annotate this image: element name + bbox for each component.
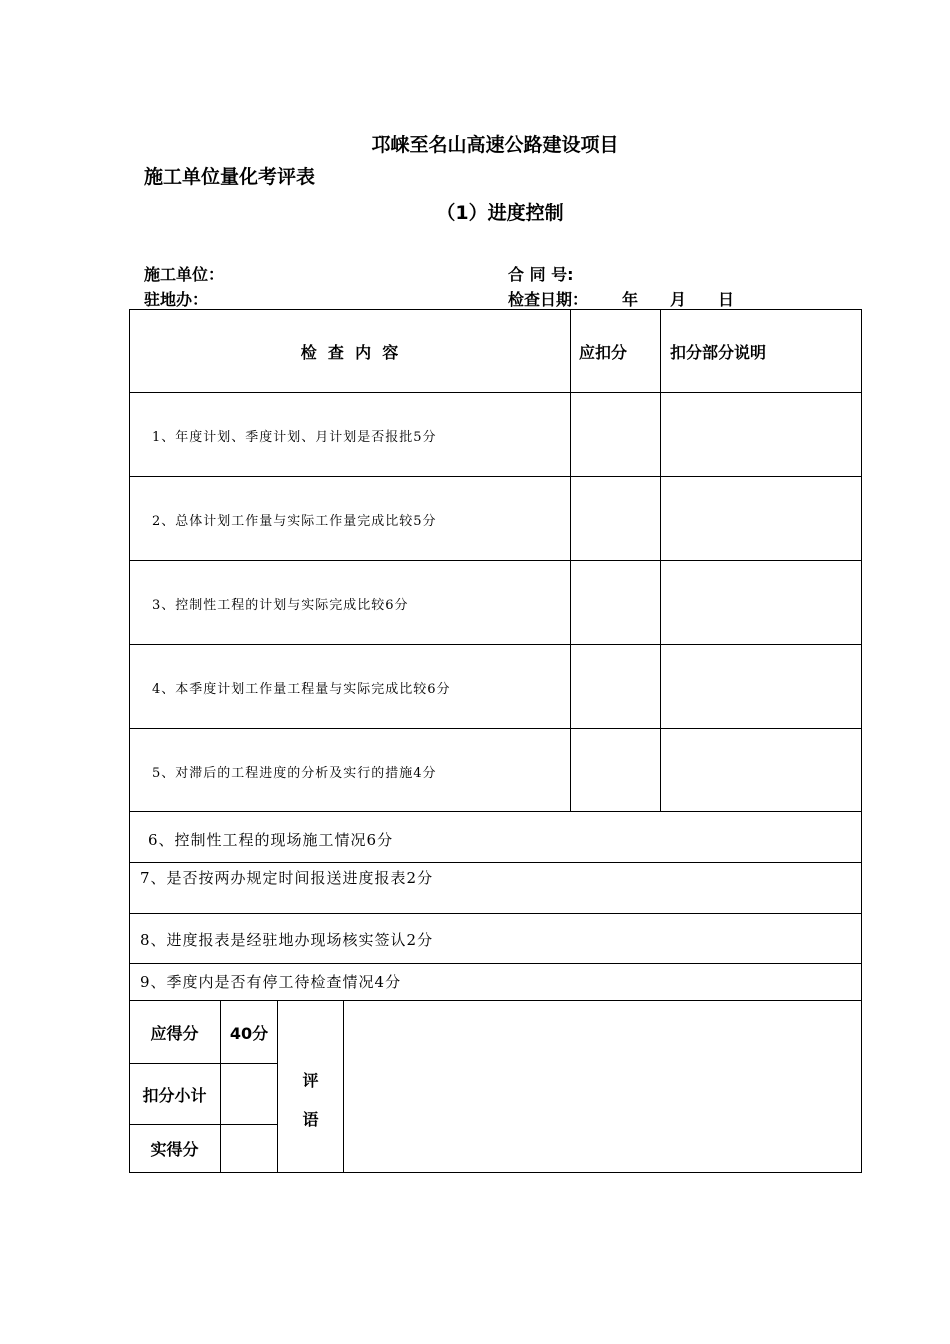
- check-item-6: 6、控制性工程的现场施工情况6分: [148, 830, 394, 849]
- date-month-label: 月: [670, 290, 687, 309]
- resident-office-label: 驻地办：: [144, 290, 209, 309]
- should-score-value: 40分: [229, 1023, 269, 1043]
- header-deduction-explanation: 扣分部分说明: [670, 342, 767, 362]
- check-item-9: 9、季度内是否有停工待检查情况4分: [140, 973, 402, 991]
- evaluation-table: [129, 309, 862, 1173]
- check-item-8: 8、进度报表是经驻地办现场核实签认2分: [140, 930, 434, 949]
- check-item-4: 4、本季度计划工作量工程量与实际完成比较6分: [152, 681, 451, 697]
- date-day-label: 日: [718, 290, 735, 309]
- comment-label-top: 评: [302, 1070, 319, 1090]
- deduction-subtotal-label: 扣分小计: [142, 1085, 207, 1105]
- form-subtitle: 施工单位量化考评表: [144, 166, 316, 188]
- document-title: 邛崃至名山高速公路建设项目: [371, 134, 619, 156]
- construction-unit-label: 施工单位：: [144, 265, 225, 284]
- comment-label-bottom: 语: [302, 1109, 319, 1129]
- check-item-3: 3、控制性工程的计划与实际完成比较6分: [152, 597, 409, 613]
- check-item-7: 7、是否按两办规定时间报送进度报表2分: [140, 868, 434, 887]
- actual-score-label: 实得分: [150, 1140, 199, 1159]
- inspection-date-label: 检查日期：: [508, 290, 589, 309]
- contract-number-label: 合 同 号:: [508, 265, 574, 284]
- header-deduction: 应扣分: [579, 342, 628, 362]
- date-year-label: 年: [622, 290, 639, 309]
- header-check-content: 检 查 内 容: [300, 342, 399, 362]
- should-score-label: 应得分: [150, 1023, 199, 1043]
- check-item-1: 1、年度计划、季度计划、月计划是否报批5分: [152, 429, 437, 445]
- check-item-2: 2、总体计划工作量与实际工作量完成比较5分: [152, 513, 437, 529]
- section-heading: （1）进度控制: [436, 202, 564, 224]
- check-item-5: 5、对滞后的工程进度的分析及实行的措施4分: [152, 765, 437, 781]
